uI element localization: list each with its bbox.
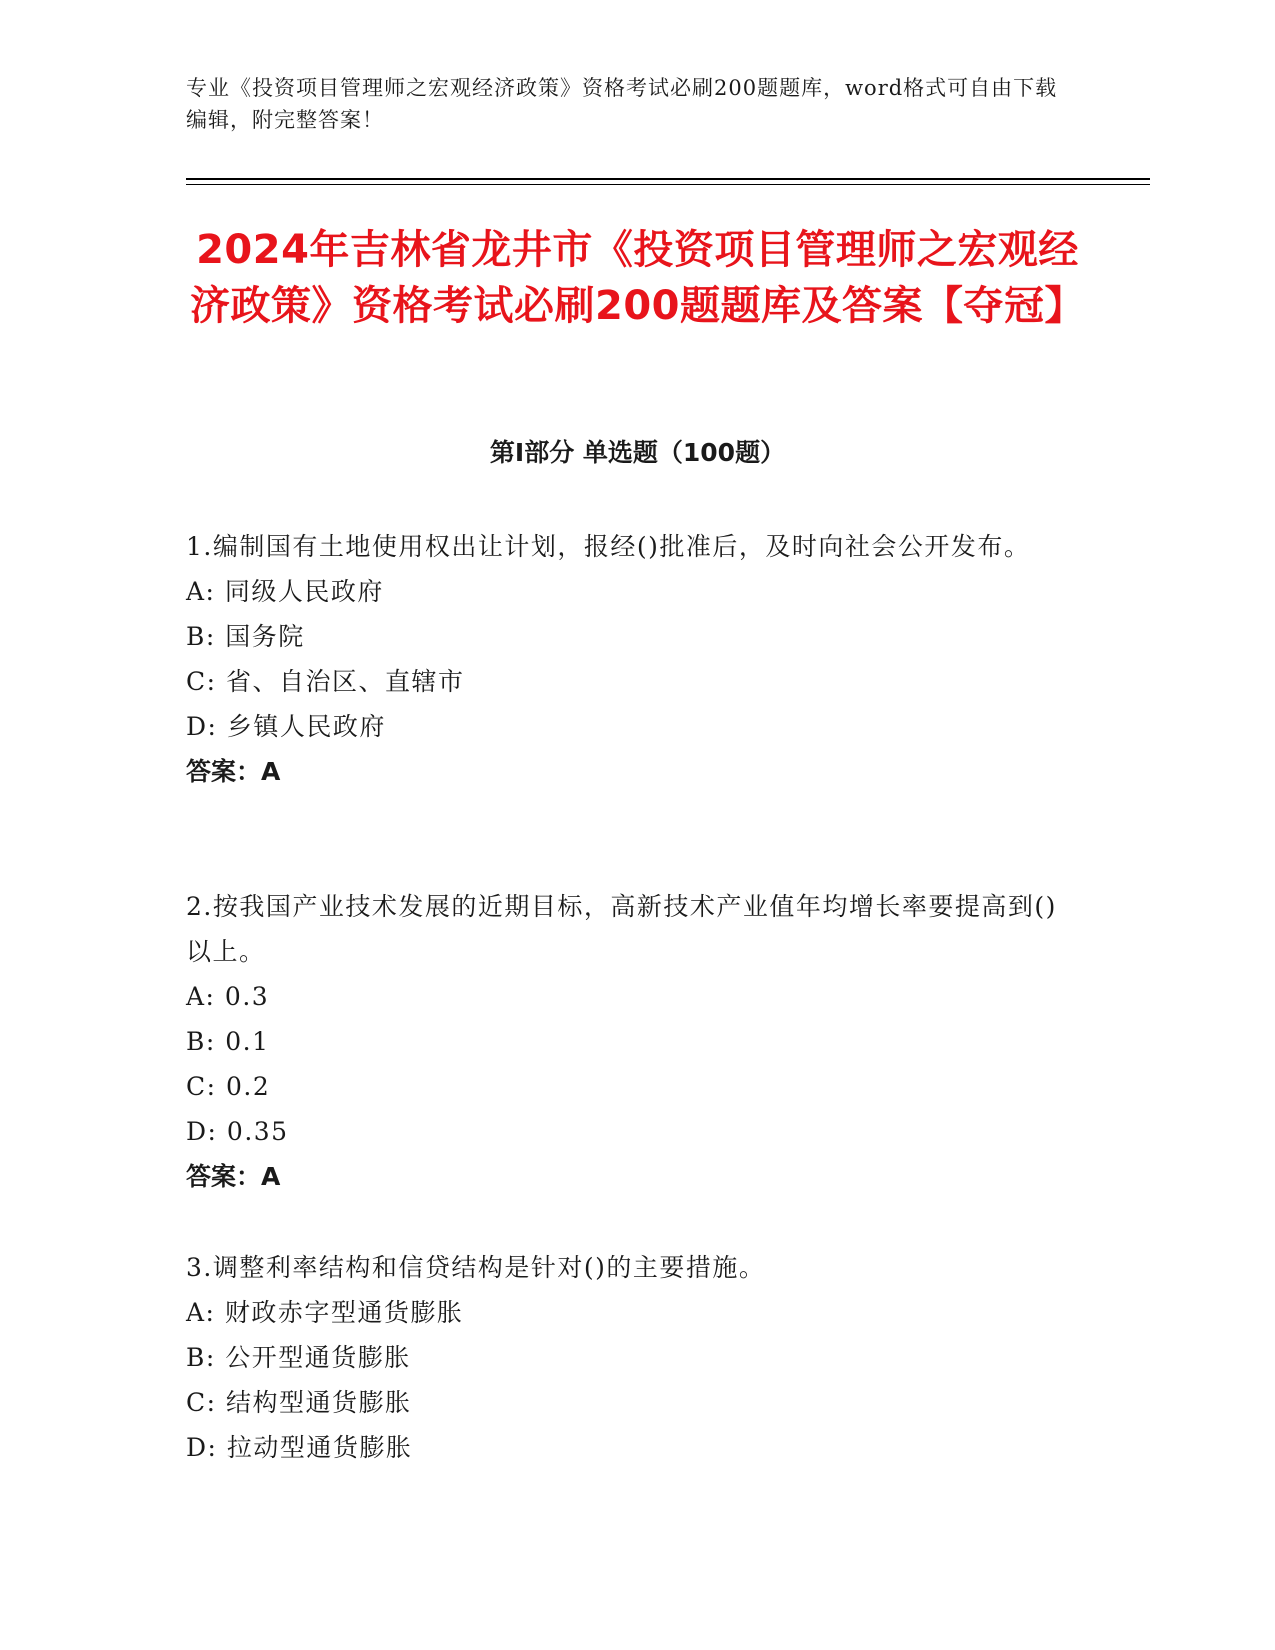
question-option: D: 乡镇人民政府 (186, 712, 386, 741)
question-option: B: 公开型通货膨胀 (186, 1343, 411, 1372)
question-option: C: 结构型通货膨胀 (186, 1388, 412, 1417)
question-option: D: 拉动型通货膨胀 (186, 1433, 413, 1462)
question-option: C: 0.2 (186, 1072, 271, 1101)
question-stem: 3.调整利率结构和信贷结构是针对()的主要措施。 (186, 1253, 766, 1282)
question-option: C: 省、自治区、直辖市 (186, 667, 465, 696)
header-divider-thin (186, 184, 1150, 185)
question-stem: 2.按我国产业技术发展的近期目标，高新技术产业值年均增长率要提高到()以上。 (186, 892, 1057, 966)
question-answer: 答案：A (186, 1162, 281, 1191)
question-block (186, 884, 1066, 1199)
question-option: A: 0.3 (186, 982, 270, 1011)
question-block (186, 524, 1066, 794)
header-divider-thick (186, 178, 1150, 180)
question-option: A: 同级人民政府 (186, 577, 384, 606)
document-title: 2024年吉林省龙井市《投资项目管理师之宏观经济政策》资格考试必刷200题题库及答案【夺冠】 (190, 227, 1085, 329)
section-heading: 第I部分 单选题（100题） (489, 438, 786, 467)
question-option: B: 国务院 (186, 622, 305, 651)
question-option: B: 0.1 (186, 1027, 270, 1056)
question-block (186, 1245, 1066, 1470)
question-option: A: 财政赤字型通货膨胀 (186, 1298, 464, 1327)
header-note: 专业《投资项目管理师之宏观经济政策》资格考试必刷200题题库，word格式可自由下载编辑，附完整答案！ (186, 76, 1058, 132)
question-answer: 答案：A (186, 757, 281, 786)
question-stem: 1.编制国有土地使用权出让计划，报经()批准后，及时向社会公开发布。 (186, 532, 1031, 561)
question-option: D: 0.35 (186, 1117, 289, 1146)
